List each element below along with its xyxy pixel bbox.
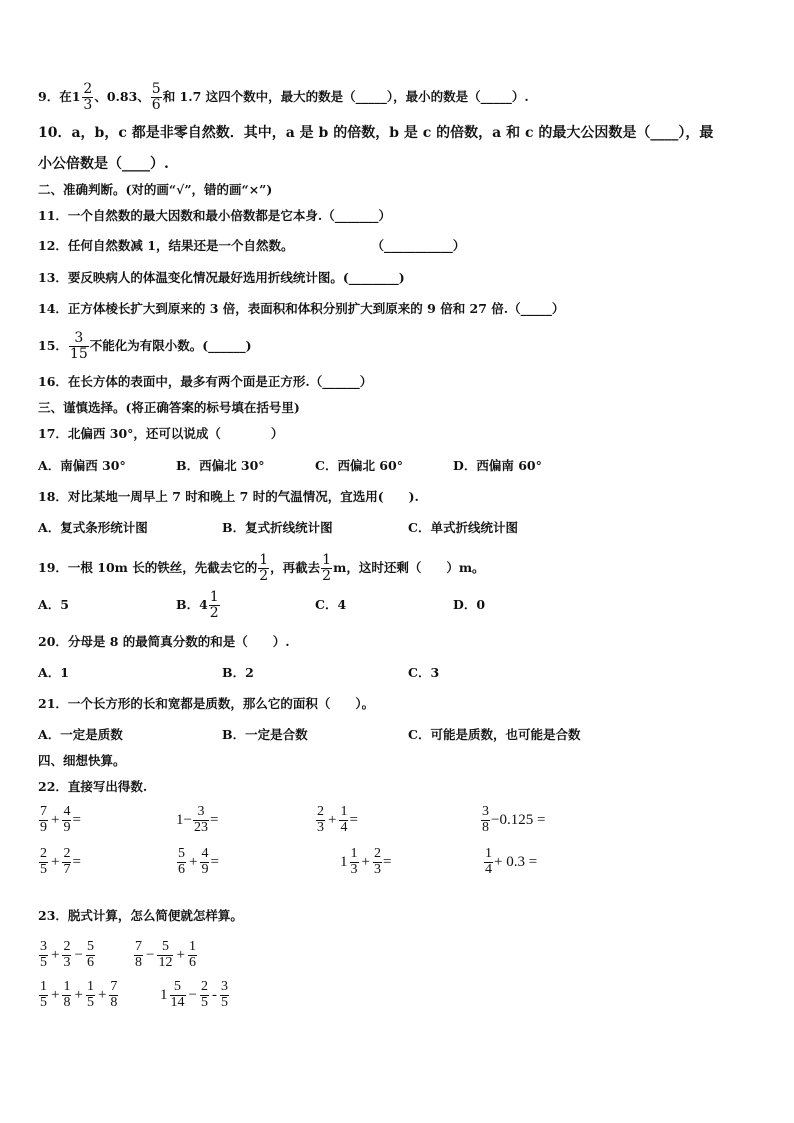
q19-option-d: D．0 — [453, 597, 486, 612]
q18-option-c: C．单式折线统计图 — [408, 520, 518, 535]
q20-option-a: A．1 — [38, 665, 69, 680]
q22-expr-3: 2 3 + 1 4 = — [317, 804, 358, 835]
q19-option-c: C．4 — [315, 597, 347, 612]
q9-number: 9．在 — [38, 88, 72, 104]
q9-text: 和 1.7 这四个数中，最大的数是（_____），最小的数是（_____）. — [162, 88, 529, 104]
q17-option-d: D．西偏南 60° — [453, 458, 542, 473]
q17-option-b: B．西偏北 30° — [176, 458, 265, 473]
q22-expr-1: 7 9 + 4 9 = — [40, 804, 81, 835]
q19-fraction-1: 1 2 — [259, 552, 269, 584]
question-17: 17．北偏西 30°，还可以说成（ ） — [38, 426, 284, 441]
q21-option-c: C．可能是质数，也可能是合数 — [408, 727, 581, 742]
question-10-line-1: 10．a，b，c 都是非零自然数．其中，a 是 b 的倍数，b 是 c 的倍数，a 和 c 的最大公因数是（____），最 — [38, 125, 714, 141]
q23-expr-3: 1 5 + 1 8 + 1 5 + 7 8 — [40, 979, 118, 1010]
question-10-line-2: 小公倍数是（____）. — [38, 156, 169, 172]
q19-option-a: A．5 — [38, 597, 69, 612]
question-13: 13．要反映病人的体温变化情况最好选用折线统计图。(________) — [38, 270, 405, 285]
q20-option-c: C．3 — [408, 665, 440, 680]
q22-expr-2: 1− 3 23 = — [176, 804, 219, 835]
question-9: 9．在 1 2 3 、0.83、 5 6 和 1.7 这四个数中，最大的数是（_____），最小的数是（_____）. — [38, 81, 529, 113]
q21-option-a: A．一定是质数 — [38, 727, 123, 742]
q22-expr-4: 3 8 −0.125 = — [482, 804, 546, 835]
q23-expr-1: 3 5 + 2 3 − 5 6 — [40, 939, 94, 970]
q20-option-b: B．2 — [222, 665, 254, 680]
section-4-heading: 四、细想快算。 — [38, 753, 126, 768]
question-20: 20．分母是 8 的最简真分数的和是（ ）. — [38, 634, 290, 649]
question-23: 23．脱式计算，怎么简便就怎样算。 — [38, 908, 243, 923]
section-2-heading: 二、准确判断。(对的画“√”，错的画“×”) — [38, 182, 273, 197]
question-16: 16．在长方体的表面中，最多有两个面是正方形.（______） — [38, 374, 373, 389]
q22-expr-8: 1 4 + 0.3 = — [485, 846, 538, 877]
q22-expr-5: 2 5 + 2 7 = — [40, 846, 81, 877]
q12-blank: （___________） — [371, 238, 466, 253]
question-12: 12．任何自然数减 1，结果还是一个自然数。 （___________） — [38, 238, 466, 253]
question-19: 19．一根 10m 长的铁丝，先截去它的 1 2 ，再截去 1 2 m，这时还剩（ ）m。 — [38, 552, 485, 584]
q19-option-b: B．4 1 2 — [176, 589, 219, 621]
q9-mixed-whole: 1 — [71, 88, 81, 104]
q22-expr-6: 5 6 + 4 9 = — [178, 846, 219, 877]
question-21: 21．一个长方形的长和宽都是质数，那么它的面积（ ）。 — [38, 696, 375, 711]
q9-fraction-2: 5 6 — [151, 81, 161, 113]
q17-option-c: C．西偏北 60° — [315, 458, 403, 473]
question-14: 14．正方体棱长扩大到原来的 3 倍，表面积和体积分别扩大到原来的 9 倍和 27 倍.（_____） — [38, 301, 565, 316]
q18-option-a: A．复式条形统计图 — [38, 520, 148, 535]
q17-option-a: A．南偏西 30° — [38, 458, 126, 473]
question-18: 18．对比某地一周早上 7 时和晚上 7 时的气温情况，宜选用( ). — [38, 489, 419, 504]
q23-expr-4: 1 5 14 − 2 5 - 3 5 — [160, 979, 228, 1010]
question-11: 11．一个自然数的最大因数和最小倍数都是它本身.（_______） — [38, 208, 391, 223]
q22-expr-7: 1 1 3 + 2 3 = — [340, 846, 392, 877]
q19-option-b-fraction: 1 2 — [209, 589, 219, 621]
q18-option-b: B．复式折线统计图 — [222, 520, 333, 535]
question-15: 15． 3 15 不能化为有限小数。(______) — [38, 330, 252, 362]
question-22: 22．直接写出得数. — [38, 779, 148, 794]
section-3-heading: 三、谨慎选择。(将正确答案的标号填在括号里) — [38, 400, 300, 415]
q21-option-b: B．一定是合数 — [222, 727, 308, 742]
q23-expr-2: 7 8 − 5 12 + 1 6 — [135, 939, 196, 970]
q15-fraction: 3 15 — [69, 330, 88, 362]
q19-fraction-2: 1 2 — [322, 552, 332, 584]
q9-fraction-1: 2 3 — [83, 81, 93, 113]
